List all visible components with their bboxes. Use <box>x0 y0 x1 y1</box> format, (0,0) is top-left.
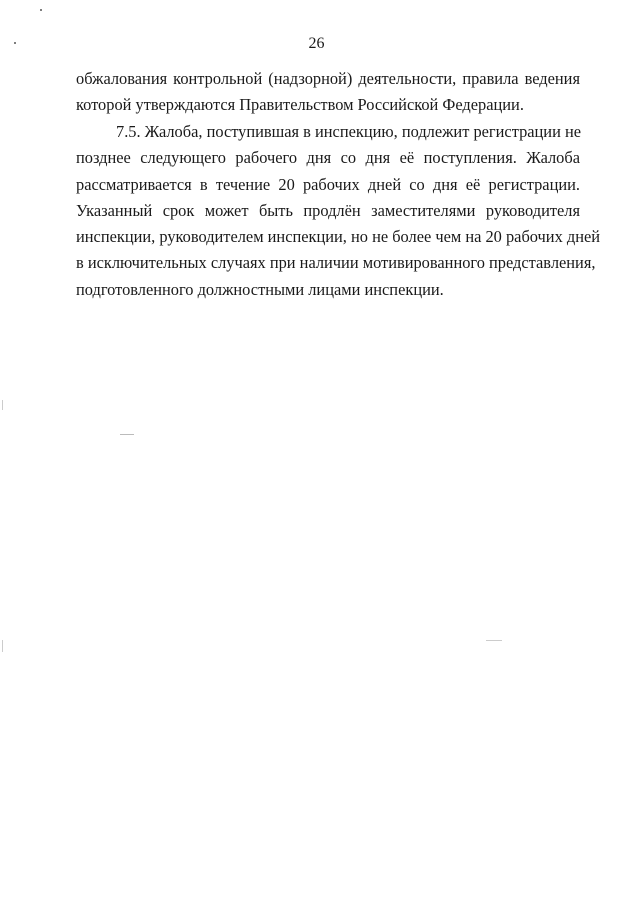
page-number: 26 <box>308 35 325 52</box>
scan-speck <box>486 640 502 641</box>
scan-speck <box>2 640 3 652</box>
scan-speck <box>40 9 42 11</box>
text-line: рассматривается в течение 20 рабочих дней со дня её регистрации. <box>76 174 580 194</box>
scan-speck <box>120 434 134 435</box>
text-line: позднее следующего рабочего дня со дня её поступления. Жалоба <box>76 148 580 168</box>
paragraph-continuation <box>76 66 580 119</box>
text-line: инспекции, руководителем инспекции, но не более чем на 20 рабочих дней <box>76 227 601 247</box>
text-line: в исключительных случаях при наличии мотивированного представления, <box>76 253 596 273</box>
text-line: обжалования контрольной (надзорной) деятельности, правила ведения <box>76 69 580 88</box>
scan-speck <box>14 42 16 44</box>
text-line: которой утверждаются Правительством Российской Федерации. <box>76 95 524 115</box>
text-line: 7.5. Жалоба, поступившая в инспекцию, подлежит регистрации не <box>116 122 581 141</box>
paragraph-7-5 <box>76 119 601 303</box>
text-line: подготовленного должностными лицами инспекции. <box>76 279 444 299</box>
scan-speck <box>2 400 3 410</box>
text-line: Указанный срок может быть продлён заместителями руководителя <box>76 200 580 220</box>
